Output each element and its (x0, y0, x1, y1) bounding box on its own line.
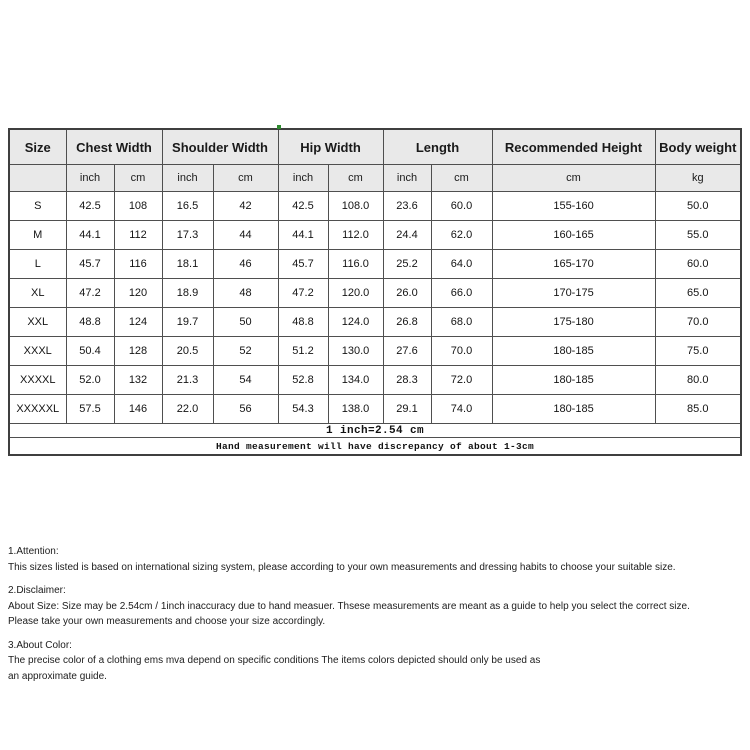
value-cell: 180-185 (492, 337, 655, 366)
value-cell: 20.5 (162, 337, 213, 366)
footnote-text: 1 inch=2.54 cm (9, 424, 741, 438)
value-cell: 60.0 (655, 250, 741, 279)
value-cell: 155-160 (492, 192, 655, 221)
value-cell: 57.5 (66, 395, 114, 424)
value-cell: 75.0 (655, 337, 741, 366)
column-header-shoulder-width: Shoulder Width (162, 129, 278, 165)
size-cell: S (9, 192, 66, 221)
value-cell: 72.0 (431, 366, 492, 395)
value-cell: 54.3 (278, 395, 328, 424)
value-cell: 116 (114, 250, 162, 279)
value-cell: 50.4 (66, 337, 114, 366)
value-cell: 108 (114, 192, 162, 221)
note-line: About Size: Size may be 2.54cm / 1inch inaccuracy due to hand measuer. Thsese measurements are meant as a guide to help you select the correct size. (8, 600, 690, 612)
value-cell: 128 (114, 337, 162, 366)
value-cell: 124.0 (328, 308, 383, 337)
value-cell: 19.7 (162, 308, 213, 337)
note-heading: 3.About Color: (8, 639, 72, 651)
value-cell: 52.0 (66, 366, 114, 395)
table-footnotes (9, 424, 741, 456)
table-row-s (9, 192, 741, 221)
unit-cell-body-weight-kg: kg (655, 165, 741, 192)
value-cell: 44.1 (278, 221, 328, 250)
value-cell: 60.0 (431, 192, 492, 221)
value-cell: 50.0 (655, 192, 741, 221)
footnote-row (9, 424, 741, 438)
footnote-row (9, 438, 741, 456)
value-cell: 132 (114, 366, 162, 395)
note-heading: 2.Disclaimer: (8, 585, 66, 596)
value-cell: 52 (213, 337, 278, 366)
value-cell: 48.8 (66, 308, 114, 337)
size-cell: XXL (9, 308, 66, 337)
value-cell: 62.0 (431, 221, 492, 250)
value-cell: 47.2 (278, 279, 328, 308)
value-cell: 55.0 (655, 221, 741, 250)
table-row-xxxxxl (9, 395, 741, 424)
value-cell: 51.2 (278, 337, 328, 366)
value-cell: 18.9 (162, 279, 213, 308)
value-cell: 46 (213, 250, 278, 279)
note-3-about-color (8, 638, 748, 685)
size-chart-table (8, 128, 742, 456)
value-cell: 45.7 (278, 250, 328, 279)
value-cell: 65.0 (655, 279, 741, 308)
size-cell: L (9, 250, 66, 279)
value-cell: 26.0 (383, 279, 431, 308)
value-cell: 42.5 (278, 192, 328, 221)
table-head (9, 129, 741, 192)
note-line: The precise color of a clothing ems mva depend on specific conditions The items colors depicted should only be used as (8, 655, 541, 666)
value-cell: 64.0 (431, 250, 492, 279)
unit-cell-hip-width-cm: cm (328, 165, 383, 192)
header-unit-row (9, 165, 741, 192)
value-cell: 85.0 (655, 395, 741, 424)
unit-cell-hip-width-inch: inch (278, 165, 328, 192)
value-cell: 120.0 (328, 279, 383, 308)
value-cell: 165-170 (492, 250, 655, 279)
value-cell: 180-185 (492, 395, 655, 424)
unit-cell-length-cm: cm (431, 165, 492, 192)
table-row-l (9, 250, 741, 279)
value-cell: 42.5 (66, 192, 114, 221)
header-group-row (9, 129, 741, 165)
column-header-recommended-height: Recommended Height (492, 129, 655, 165)
value-cell: 70.0 (431, 337, 492, 366)
notes-section (8, 544, 748, 692)
value-cell: 44 (213, 221, 278, 250)
column-header-body-weight: Body weight (655, 129, 741, 165)
value-cell: 80.0 (655, 366, 741, 395)
note-2-disclaimer (8, 583, 748, 630)
value-cell: 24.4 (383, 221, 431, 250)
unit-cell-recommended-height-cm: cm (492, 165, 655, 192)
value-cell: 170-175 (492, 279, 655, 308)
unit-cell-chest-width-cm: cm (114, 165, 162, 192)
value-cell: 138.0 (328, 395, 383, 424)
table-row-xxxxl (9, 366, 741, 395)
size-cell: M (9, 221, 66, 250)
value-cell: 29.1 (383, 395, 431, 424)
note-1-attention (8, 544, 748, 575)
green-marker-artifact (277, 125, 281, 129)
value-cell: 146 (114, 395, 162, 424)
note-line: an approximate guide. (8, 670, 107, 682)
value-cell: 130.0 (328, 337, 383, 366)
note-heading: 1.Attention: (8, 546, 59, 557)
unit-cell-length-inch: inch (383, 165, 431, 192)
value-cell: 68.0 (431, 308, 492, 337)
value-cell: 23.6 (383, 192, 431, 221)
value-cell: 28.3 (383, 366, 431, 395)
value-cell: 112 (114, 221, 162, 250)
value-cell: 134.0 (328, 366, 383, 395)
value-cell: 16.5 (162, 192, 213, 221)
value-cell: 27.6 (383, 337, 431, 366)
size-cell: XXXXL (9, 366, 66, 395)
size-cell: XXXXXL (9, 395, 66, 424)
value-cell: 22.0 (162, 395, 213, 424)
size-cell: XXXL (9, 337, 66, 366)
value-cell: 50 (213, 308, 278, 337)
value-cell: 180-185 (492, 366, 655, 395)
value-cell: 124 (114, 308, 162, 337)
unit-cell-shoulder-width-inch: inch (162, 165, 213, 192)
value-cell: 18.1 (162, 250, 213, 279)
value-cell: 66.0 (431, 279, 492, 308)
value-cell: 56 (213, 395, 278, 424)
value-cell: 44.1 (66, 221, 114, 250)
value-cell: 70.0 (655, 308, 741, 337)
footnote-text: Hand measurement will have discrepancy of about 1-3cm (9, 438, 741, 456)
table-row-xl (9, 279, 741, 308)
column-header-size: Size (9, 129, 66, 165)
column-header-hip-width: Hip Width (278, 129, 383, 165)
column-header-chest-width: Chest Width (66, 129, 162, 165)
value-cell: 175-180 (492, 308, 655, 337)
value-cell: 48.8 (278, 308, 328, 337)
unit-cell-chest-width-inch: inch (66, 165, 114, 192)
value-cell: 25.2 (383, 250, 431, 279)
value-cell: 120 (114, 279, 162, 308)
value-cell: 45.7 (66, 250, 114, 279)
table-row-xxxl (9, 337, 741, 366)
value-cell: 48 (213, 279, 278, 308)
note-line: Please take your own measurements and choose your size accordingly. (8, 616, 326, 627)
value-cell: 47.2 (66, 279, 114, 308)
value-cell: 52.8 (278, 366, 328, 395)
note-line: This sizes listed is based on international sizing system, please according to your own measurements and dressing habits to choose your suitable size. (8, 561, 676, 573)
value-cell: 17.3 (162, 221, 213, 250)
table-body (9, 192, 741, 424)
size-cell: XL (9, 279, 66, 308)
value-cell: 116.0 (328, 250, 383, 279)
value-cell: 108.0 (328, 192, 383, 221)
value-cell: 112.0 (328, 221, 383, 250)
value-cell: 54 (213, 366, 278, 395)
unit-cell-empty (9, 165, 66, 192)
value-cell: 21.3 (162, 366, 213, 395)
value-cell: 74.0 (431, 395, 492, 424)
column-header-length: Length (383, 129, 492, 165)
unit-cell-shoulder-width-cm: cm (213, 165, 278, 192)
table-row-xxl (9, 308, 741, 337)
value-cell: 42 (213, 192, 278, 221)
value-cell: 26.8 (383, 308, 431, 337)
value-cell: 160-165 (492, 221, 655, 250)
table-row-m (9, 221, 741, 250)
